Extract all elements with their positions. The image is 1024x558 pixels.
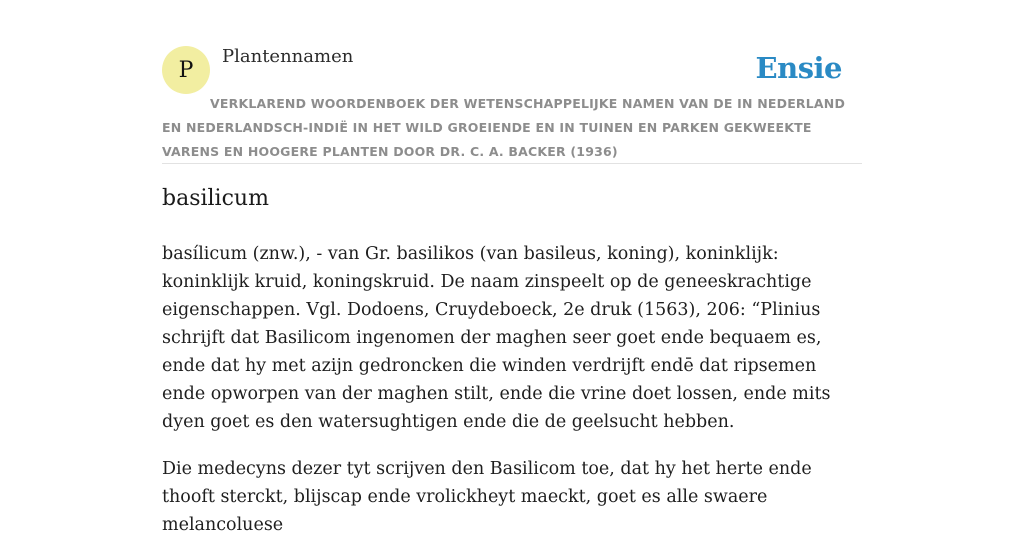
entry-title: basilicum — [162, 186, 269, 211]
definition-paragraph: basílicum (znw.), - van Gr. basilikos (van basileus, koning), koninklijk: koninklijk kruid, koningskruid. De naam zinspeelt op de geneeskrachtige eigenschappen. Vgl. Dodoens, Cruydeboeck, 2e druk (1563), 206: “Plinius schrijft dat Basilicom ingenomen der maghen seer goet ende bequaem es, ende dat hy met azijn gedroncken die winden verdrijft endē dat ripsemen ende opworpen van der maghen stilt, ende die vrine doet lossen, ende mits dyen goet es den watersughtigen ende die de geelsucht hebben. — [162, 244, 831, 432]
source-avatar[interactable] — [162, 46, 210, 94]
entry-definition — [162, 240, 862, 558]
avatar-letter: P — [178, 57, 194, 83]
site-header — [162, 44, 862, 164]
ensie-logo-link[interactable]: Ensie — [755, 51, 842, 85]
definition-paragraph: Die medecyns dezer tyt scrijven den Basilicom toe, dat hy het herte ende thooft sterckt, blijscap ende vrolickheyt maeckt, goet es alle swaere melancoluese — [162, 459, 812, 535]
source-name-link[interactable]: Plantennamen — [222, 46, 354, 67]
source-description: VERKLAREND WOORDENBOEK DER WETENSCHAPPELIJKE NAMEN VAN DE IN NEDERLAND EN NEDERLANDSCH-INDIË IN HET WILD GROEIENDE EN IN TUINEN EN PARKEN GEKWEEKTE VARENS EN HOOGERE PLANTEN DOOR DR. C. A. BACKER (1936) — [162, 96, 846, 159]
